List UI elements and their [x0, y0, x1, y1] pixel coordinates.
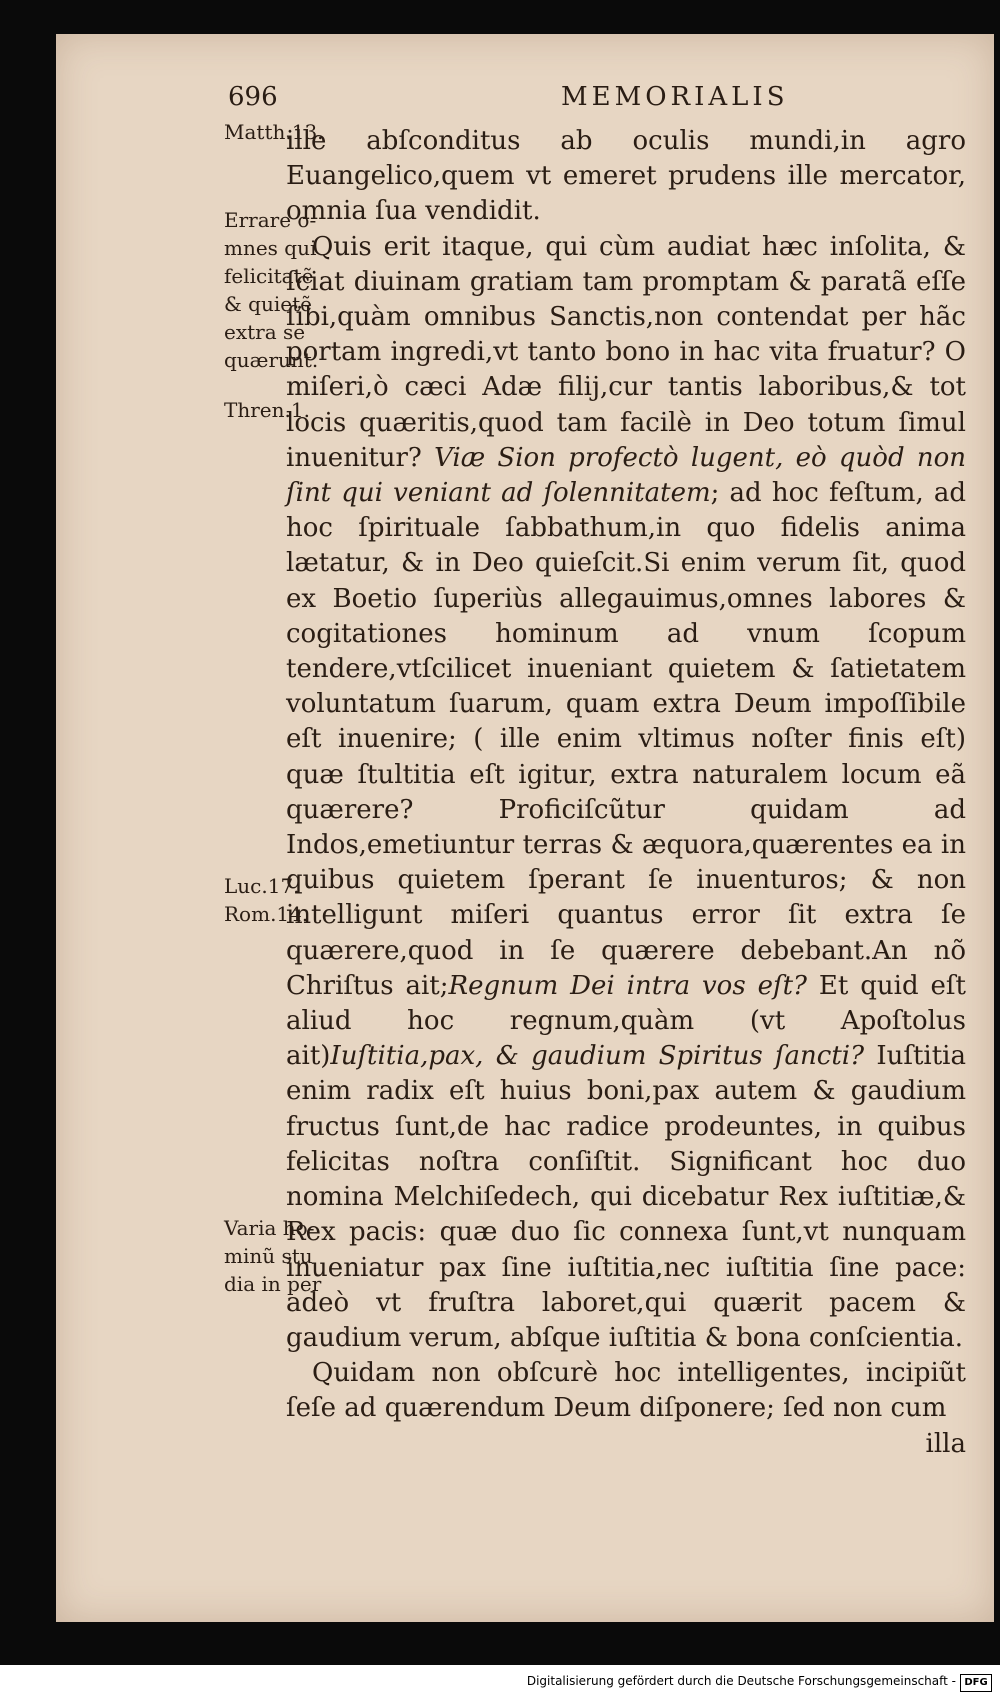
- dfg-logo: DFG: [960, 1674, 992, 1692]
- paragraph-1: ille abſconditus ab oculis mundi,in agro Euangelico,quem vt emeret prudens ille mercator, omnia ſua vendidit.: [286, 126, 966, 227]
- page-header: [56, 82, 994, 122]
- margin-note-errare: Errare o- mnes qui felicitatẽ & quietẽ extra se quærunt.: [224, 208, 319, 372]
- funding-credit: Digitalisierung gefördert durch die Deutsche Forschungsgemeinschaft -: [526, 1674, 956, 1688]
- quotation-rom: Iuſtitia,pax, & gaudium Spiritus ſancti?: [330, 1041, 865, 1072]
- paragraph-2-part-b: ; ad hoc feſtum, ad hoc ſpirituale ſabbathum,in quo fidelis anima lætatur, & in Deo quieſcit.Si enim verum ſit, quod ex Boetio ſuperiùs allegauimus,omnes labores & cogitationes hominum ad vnum ſcopum tendere,vtſcilicet inueniant quietem & ſatietatem voluntatum ſuarum, quam extra Deum impoſſibile eſt inuenire; ( ille enim vltimus noſter finis eſt) quæ ſtultitia eſt igitur, extra naturalem locum eã quærere? Proficiſcũtur quidam ad Indos,emetiuntur terras & æquora,quærentes ea in quibus quietem ſperant ſe inuenturos; & non intelligunt miſeri quantus error ſit extra ſe quærere,quod in ſe quærere debebant.An nõ Chriſtus ait;: [286, 478, 966, 1001]
- paragraph-2-part-d: Iuſtitia enim radix eſt huius boni,pax autem & gaudium fructus ſunt,de hac radice prodeuntes, in quibus felicitas noſtra conſiſtit. Significant hoc duo nomina Melchiſedech, qui dicebatur Rex iuſtitiæ,& Rex pacis: quæ duo ſic connexa ſunt,vt nunquam inueniatur pax ſine iuſtitia,nec iuſtitia ſine pace: adeò vt fruſtra laboret,qui quærit pacem & gaudium verum, abſque iuſtitia & bona conſcientia.: [286, 1041, 966, 1353]
- paragraph-2-part-a: Quis erit itaque, qui cùm audiat hæc inſolita, & ſciat diuinam gratiam tam promptam & paratã eſſe ſibi,quàm omnibus Sanctis,non contendat per hãc portam ingredi,vt tanto bono in hac vita fruatur? O miſeri,ò cæci Adæ filij,cur tantis laboribus,& tot locis quæritis,quod tam facilè in Deo totum ſimul inuenitur?: [286, 231, 966, 473]
- catchword: illa: [925, 1428, 966, 1459]
- margin-note-varia: Varia ho- minũ stu dia in per: [224, 1216, 322, 1296]
- body-text: [286, 124, 966, 1462]
- paragraph-2: [286, 230, 966, 1357]
- paragraph-2-part-c: Et quid eſt aliud hoc regnum,quàm (vt Apoſtolus ait): [286, 970, 966, 1072]
- margin-note-luc-rom: Luc.17. Rom.14.: [224, 874, 309, 926]
- quotation-threni: Viæ Sion profectò lugent, eò quòd non ſint qui veniant ad ſolennitatem: [286, 442, 966, 509]
- paragraph-3: Quidam non obſcurè hoc intelligentes, incipiũt ſeſe ad quærendum Deum diſponere; ſed non cum: [286, 1358, 966, 1424]
- quotation-luc: Regnum Dei intra vos eſt?: [448, 970, 807, 1001]
- margin-note-matth: Matth.13.: [224, 120, 324, 144]
- running-title: MEMORIALIS: [561, 82, 789, 112]
- footer-bar: [0, 1672, 1000, 1695]
- margin-note-thren: Thren.1.: [224, 398, 310, 422]
- page-number: 696: [228, 82, 278, 112]
